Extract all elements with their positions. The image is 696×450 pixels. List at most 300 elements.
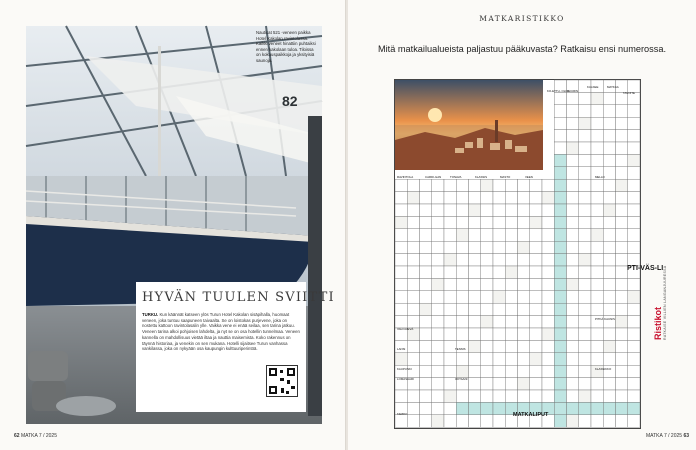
grid-cell[interactable] (554, 303, 566, 315)
grid-cell[interactable] (481, 291, 493, 303)
grid-cell[interactable] (628, 154, 640, 166)
grid-cell[interactable] (444, 254, 456, 266)
grid-cell[interactable] (603, 92, 615, 104)
grid-cell[interactable] (579, 328, 591, 340)
grid-cell[interactable] (616, 415, 628, 427)
grid-cell[interactable] (542, 353, 554, 365)
grid-cell[interactable] (518, 365, 530, 377)
grid-cell[interactable] (567, 229, 579, 241)
grid-cell[interactable] (554, 266, 566, 278)
grid-cell[interactable] (542, 340, 554, 352)
grid-cell[interactable] (481, 378, 493, 390)
grid-cell[interactable] (579, 278, 591, 290)
grid-cell[interactable] (591, 142, 603, 154)
grid-cell[interactable] (554, 402, 566, 414)
grid-cell[interactable] (616, 167, 628, 179)
grid-cell[interactable] (616, 353, 628, 365)
grid-cell[interactable] (420, 415, 432, 427)
grid-cell[interactable] (505, 316, 517, 328)
grid-cell[interactable] (616, 402, 628, 414)
grid-cell[interactable] (591, 390, 603, 402)
grid-cell[interactable] (579, 204, 591, 216)
grid-cell[interactable] (567, 291, 579, 303)
grid-cell[interactable] (493, 192, 505, 204)
grid-cell[interactable] (567, 154, 579, 166)
grid-cell[interactable] (567, 192, 579, 204)
grid-cell[interactable] (469, 390, 481, 402)
grid-cell[interactable] (603, 167, 615, 179)
grid-cell[interactable] (591, 216, 603, 228)
grid-cell[interactable] (530, 291, 542, 303)
grid-cell[interactable] (567, 278, 579, 290)
grid-cell[interactable] (530, 328, 542, 340)
grid-cell[interactable] (505, 390, 517, 402)
grid-cell[interactable] (567, 340, 579, 352)
grid-cell[interactable] (603, 402, 615, 414)
grid-cell[interactable] (395, 229, 407, 241)
grid-cell[interactable] (518, 179, 530, 191)
grid-cell[interactable] (444, 241, 456, 253)
grid-cell[interactable] (407, 204, 419, 216)
grid-cell[interactable] (518, 241, 530, 253)
grid-cell[interactable] (407, 179, 419, 191)
grid-cell[interactable] (469, 266, 481, 278)
grid-cell[interactable] (432, 216, 444, 228)
grid-cell[interactable] (591, 154, 603, 166)
grid-cell[interactable] (530, 192, 542, 204)
grid-cell[interactable] (542, 192, 554, 204)
grid-cell[interactable] (493, 179, 505, 191)
grid-cell[interactable] (554, 216, 566, 228)
grid-cell[interactable] (542, 229, 554, 241)
grid-cell[interactable] (481, 179, 493, 191)
grid-cell[interactable] (407, 278, 419, 290)
grid-cell[interactable] (407, 415, 419, 427)
grid-cell[interactable] (554, 328, 566, 340)
grid-cell[interactable] (530, 303, 542, 315)
grid-cell[interactable] (591, 378, 603, 390)
grid-cell[interactable] (628, 241, 640, 253)
grid-cell[interactable] (481, 390, 493, 402)
grid-cell[interactable] (567, 378, 579, 390)
grid-cell[interactable] (603, 415, 615, 427)
grid-cell[interactable] (616, 378, 628, 390)
grid-cell[interactable] (420, 303, 432, 315)
grid-cell[interactable] (505, 291, 517, 303)
grid-cell[interactable] (420, 179, 432, 191)
grid-cell[interactable] (420, 353, 432, 365)
grid-cell[interactable] (567, 142, 579, 154)
grid-cell[interactable] (432, 192, 444, 204)
grid-cell[interactable] (469, 303, 481, 315)
grid-cell[interactable] (628, 402, 640, 414)
grid-cell[interactable] (616, 216, 628, 228)
grid-cell[interactable] (591, 130, 603, 142)
grid-cell[interactable] (579, 365, 591, 377)
grid-cell[interactable] (395, 192, 407, 204)
grid-cell[interactable] (407, 402, 419, 414)
grid-cell[interactable] (554, 365, 566, 377)
grid-cell[interactable] (505, 179, 517, 191)
grid-cell[interactable] (554, 117, 566, 129)
grid-cell[interactable] (456, 254, 468, 266)
grid-cell[interactable] (567, 204, 579, 216)
grid-cell[interactable] (628, 291, 640, 303)
grid-cell[interactable] (567, 316, 579, 328)
grid-cell[interactable] (469, 340, 481, 352)
grid-cell[interactable] (481, 216, 493, 228)
grid-cell[interactable] (432, 303, 444, 315)
grid-cell[interactable] (456, 278, 468, 290)
grid-cell[interactable] (628, 378, 640, 390)
grid-cell[interactable] (591, 266, 603, 278)
grid-cell[interactable] (603, 130, 615, 142)
grid-cell[interactable] (603, 117, 615, 129)
grid-cell[interactable] (603, 241, 615, 253)
grid-cell[interactable] (603, 154, 615, 166)
grid-cell[interactable] (628, 390, 640, 402)
grid-cell[interactable] (444, 216, 456, 228)
grid-cell[interactable] (420, 278, 432, 290)
grid-cell[interactable] (456, 328, 468, 340)
grid-cell[interactable] (420, 266, 432, 278)
grid-cell[interactable] (505, 229, 517, 241)
grid-cell[interactable] (628, 415, 640, 427)
grid-cell[interactable] (407, 291, 419, 303)
grid-cell[interactable] (628, 117, 640, 129)
grid-cell[interactable] (518, 204, 530, 216)
grid-cell[interactable] (579, 105, 591, 117)
grid-cell[interactable] (456, 402, 468, 414)
grid-cell[interactable] (591, 241, 603, 253)
grid-cell[interactable] (530, 316, 542, 328)
grid-cell[interactable] (420, 229, 432, 241)
grid-cell[interactable] (542, 303, 554, 315)
grid-cell[interactable] (616, 254, 628, 266)
grid-cell[interactable] (603, 278, 615, 290)
grid-cell[interactable] (469, 254, 481, 266)
grid-cell[interactable] (579, 117, 591, 129)
grid-cell[interactable] (518, 229, 530, 241)
grid-cell[interactable] (493, 266, 505, 278)
grid-cell[interactable] (420, 328, 432, 340)
grid-cell[interactable] (395, 241, 407, 253)
grid-cell[interactable] (579, 316, 591, 328)
grid-cell[interactable] (628, 340, 640, 352)
grid-cell[interactable] (628, 204, 640, 216)
grid-cell[interactable] (616, 340, 628, 352)
grid-cell[interactable] (456, 415, 468, 427)
grid-cell[interactable] (579, 167, 591, 179)
grid-cell[interactable] (530, 365, 542, 377)
grid-cell[interactable] (616, 291, 628, 303)
grid-cell[interactable] (469, 378, 481, 390)
grid-cell[interactable] (395, 278, 407, 290)
grid-cell[interactable] (469, 179, 481, 191)
grid-cell[interactable] (554, 340, 566, 352)
grid-cell[interactable] (530, 378, 542, 390)
grid-cell[interactable] (616, 142, 628, 154)
grid-cell[interactable] (591, 192, 603, 204)
grid-cell[interactable] (481, 254, 493, 266)
grid-cell[interactable] (505, 254, 517, 266)
grid-cell[interactable] (432, 340, 444, 352)
grid-cell[interactable] (456, 291, 468, 303)
grid-cell[interactable] (554, 278, 566, 290)
grid-cell[interactable] (591, 328, 603, 340)
grid-cell[interactable] (493, 390, 505, 402)
grid-cell[interactable] (407, 340, 419, 352)
grid-cell[interactable] (567, 117, 579, 129)
grid-cell[interactable] (395, 303, 407, 315)
grid-cell[interactable] (567, 390, 579, 402)
grid-cell[interactable] (530, 278, 542, 290)
grid-cell[interactable] (407, 303, 419, 315)
grid-cell[interactable] (395, 415, 407, 427)
grid-cell[interactable] (554, 390, 566, 402)
grid-cell[interactable] (542, 365, 554, 377)
grid-cell[interactable] (530, 216, 542, 228)
grid-cell[interactable] (579, 340, 591, 352)
grid-cell[interactable] (407, 353, 419, 365)
grid-cell[interactable] (469, 291, 481, 303)
grid-cell[interactable] (518, 254, 530, 266)
grid-cell[interactable] (554, 378, 566, 390)
grid-cell[interactable] (542, 390, 554, 402)
grid-cell[interactable] (567, 365, 579, 377)
grid-cell[interactable] (616, 278, 628, 290)
grid-cell[interactable] (395, 353, 407, 365)
grid-cell[interactable] (616, 192, 628, 204)
grid-cell[interactable] (407, 229, 419, 241)
grid-cell[interactable] (518, 291, 530, 303)
grid-cell[interactable] (432, 266, 444, 278)
grid-cell[interactable] (591, 340, 603, 352)
grid-cell[interactable] (616, 179, 628, 191)
grid-cell[interactable] (542, 266, 554, 278)
grid-cell[interactable] (530, 179, 542, 191)
grid-cell[interactable] (567, 179, 579, 191)
grid-cell[interactable] (432, 390, 444, 402)
grid-cell[interactable] (579, 291, 591, 303)
grid-cell[interactable] (518, 266, 530, 278)
grid-cell[interactable] (444, 415, 456, 427)
grid-cell[interactable] (603, 142, 615, 154)
grid-cell[interactable] (456, 353, 468, 365)
grid-cell[interactable] (628, 192, 640, 204)
grid-cell[interactable] (579, 378, 591, 390)
grid-cell[interactable] (530, 254, 542, 266)
grid-cell[interactable] (481, 192, 493, 204)
grid-cell[interactable] (567, 167, 579, 179)
grid-cell[interactable] (518, 340, 530, 352)
grid-cell[interactable] (554, 130, 566, 142)
grid-cell[interactable] (518, 192, 530, 204)
grid-cell[interactable] (542, 278, 554, 290)
grid-cell[interactable] (456, 316, 468, 328)
grid-cell[interactable] (591, 254, 603, 266)
grid-cell[interactable] (603, 266, 615, 278)
grid-cell[interactable] (579, 130, 591, 142)
grid-cell[interactable] (567, 266, 579, 278)
grid-cell[interactable] (603, 303, 615, 315)
grid-cell[interactable] (420, 402, 432, 414)
grid-cell[interactable] (493, 316, 505, 328)
grid-cell[interactable] (567, 105, 579, 117)
grid-cell[interactable] (628, 167, 640, 179)
grid-cell[interactable] (420, 291, 432, 303)
grid-cell[interactable] (481, 204, 493, 216)
grid-cell[interactable] (444, 266, 456, 278)
grid-cell[interactable] (469, 192, 481, 204)
grid-cell[interactable] (469, 278, 481, 290)
grid-cell[interactable] (456, 266, 468, 278)
grid-cell[interactable] (616, 105, 628, 117)
grid-cell[interactable] (579, 241, 591, 253)
grid-cell[interactable] (493, 291, 505, 303)
grid-cell[interactable] (554, 254, 566, 266)
grid-cell[interactable] (554, 167, 566, 179)
grid-cell[interactable] (432, 229, 444, 241)
grid-cell[interactable] (493, 378, 505, 390)
grid-cell[interactable] (567, 303, 579, 315)
grid-cell[interactable] (481, 266, 493, 278)
grid-cell[interactable] (493, 229, 505, 241)
grid-cell[interactable] (554, 192, 566, 204)
grid-cell[interactable] (542, 204, 554, 216)
grid-cell[interactable] (542, 254, 554, 266)
grid-cell[interactable] (493, 303, 505, 315)
grid-cell[interactable] (505, 216, 517, 228)
grid-cell[interactable] (407, 266, 419, 278)
grid-cell[interactable] (628, 303, 640, 315)
grid-cell[interactable] (591, 117, 603, 129)
grid-cell[interactable] (579, 415, 591, 427)
grid-cell[interactable] (554, 291, 566, 303)
grid-cell[interactable] (432, 291, 444, 303)
grid-cell[interactable] (432, 402, 444, 414)
grid-cell[interactable] (530, 204, 542, 216)
grid-cell[interactable] (542, 241, 554, 253)
grid-cell[interactable] (481, 278, 493, 290)
grid-cell[interactable] (481, 328, 493, 340)
grid-cell[interactable] (591, 179, 603, 191)
grid-cell[interactable] (493, 254, 505, 266)
grid-cell[interactable] (469, 328, 481, 340)
grid-cell[interactable] (444, 192, 456, 204)
grid-cell[interactable] (456, 241, 468, 253)
grid-cell[interactable] (591, 303, 603, 315)
grid-cell[interactable] (603, 105, 615, 117)
grid-cell[interactable] (432, 328, 444, 340)
grid-cell[interactable] (591, 402, 603, 414)
grid-cell[interactable] (554, 241, 566, 253)
grid-cell[interactable] (505, 278, 517, 290)
grid-cell[interactable] (481, 316, 493, 328)
grid-cell[interactable] (603, 378, 615, 390)
grid-cell[interactable] (603, 390, 615, 402)
grid-cell[interactable] (628, 316, 640, 328)
grid-cell[interactable] (481, 303, 493, 315)
grid-cell[interactable] (518, 378, 530, 390)
grid-cell[interactable] (493, 415, 505, 427)
grid-cell[interactable] (444, 316, 456, 328)
grid-cell[interactable] (432, 254, 444, 266)
grid-cell[interactable] (407, 390, 419, 402)
grid-cell[interactable] (579, 402, 591, 414)
grid-cell[interactable] (493, 204, 505, 216)
grid-cell[interactable] (530, 390, 542, 402)
grid-cell[interactable] (579, 266, 591, 278)
grid-cell[interactable] (616, 229, 628, 241)
grid-cell[interactable] (616, 204, 628, 216)
grid-cell[interactable] (481, 415, 493, 427)
grid-cell[interactable] (407, 192, 419, 204)
grid-cell[interactable] (603, 353, 615, 365)
grid-cell[interactable] (591, 415, 603, 427)
grid-cell[interactable] (505, 204, 517, 216)
grid-cell[interactable] (628, 216, 640, 228)
grid-cell[interactable] (469, 241, 481, 253)
grid-cell[interactable] (554, 154, 566, 166)
grid-cell[interactable] (420, 340, 432, 352)
grid-cell[interactable] (567, 241, 579, 253)
grid-cell[interactable] (579, 142, 591, 154)
grid-cell[interactable] (395, 390, 407, 402)
grid-cell[interactable] (407, 216, 419, 228)
grid-cell[interactable] (628, 179, 640, 191)
grid-cell[interactable] (432, 353, 444, 365)
grid-cell[interactable] (432, 179, 444, 191)
grid-cell[interactable] (469, 353, 481, 365)
grid-cell[interactable] (469, 415, 481, 427)
grid-cell[interactable] (628, 353, 640, 365)
grid-cell[interactable] (395, 266, 407, 278)
grid-cell[interactable] (603, 229, 615, 241)
grid-cell[interactable] (530, 340, 542, 352)
grid-cell[interactable] (420, 216, 432, 228)
grid-cell[interactable] (456, 303, 468, 315)
grid-cell[interactable] (420, 241, 432, 253)
grid-cell[interactable] (591, 278, 603, 290)
grid-cell[interactable] (420, 254, 432, 266)
grid-cell[interactable] (481, 402, 493, 414)
grid-cell[interactable] (579, 254, 591, 266)
grid-cell[interactable] (628, 142, 640, 154)
grid-cell[interactable] (518, 328, 530, 340)
grid-cell[interactable] (616, 130, 628, 142)
grid-cell[interactable] (444, 291, 456, 303)
grid-cell[interactable] (603, 179, 615, 191)
grid-cell[interactable] (579, 353, 591, 365)
grid-cell[interactable] (591, 204, 603, 216)
grid-cell[interactable] (444, 229, 456, 241)
grid-cell[interactable] (567, 92, 579, 104)
grid-cell[interactable] (591, 291, 603, 303)
grid-cell[interactable] (420, 316, 432, 328)
grid-cell[interactable] (505, 340, 517, 352)
grid-cell[interactable] (579, 154, 591, 166)
grid-cell[interactable] (518, 303, 530, 315)
grid-cell[interactable] (591, 229, 603, 241)
grid-cell[interactable] (505, 353, 517, 365)
grid-cell[interactable] (456, 192, 468, 204)
grid-cell[interactable] (603, 216, 615, 228)
grid-cell[interactable] (542, 328, 554, 340)
grid-cell[interactable] (444, 278, 456, 290)
grid-cell[interactable] (432, 415, 444, 427)
grid-cell[interactable] (420, 365, 432, 377)
